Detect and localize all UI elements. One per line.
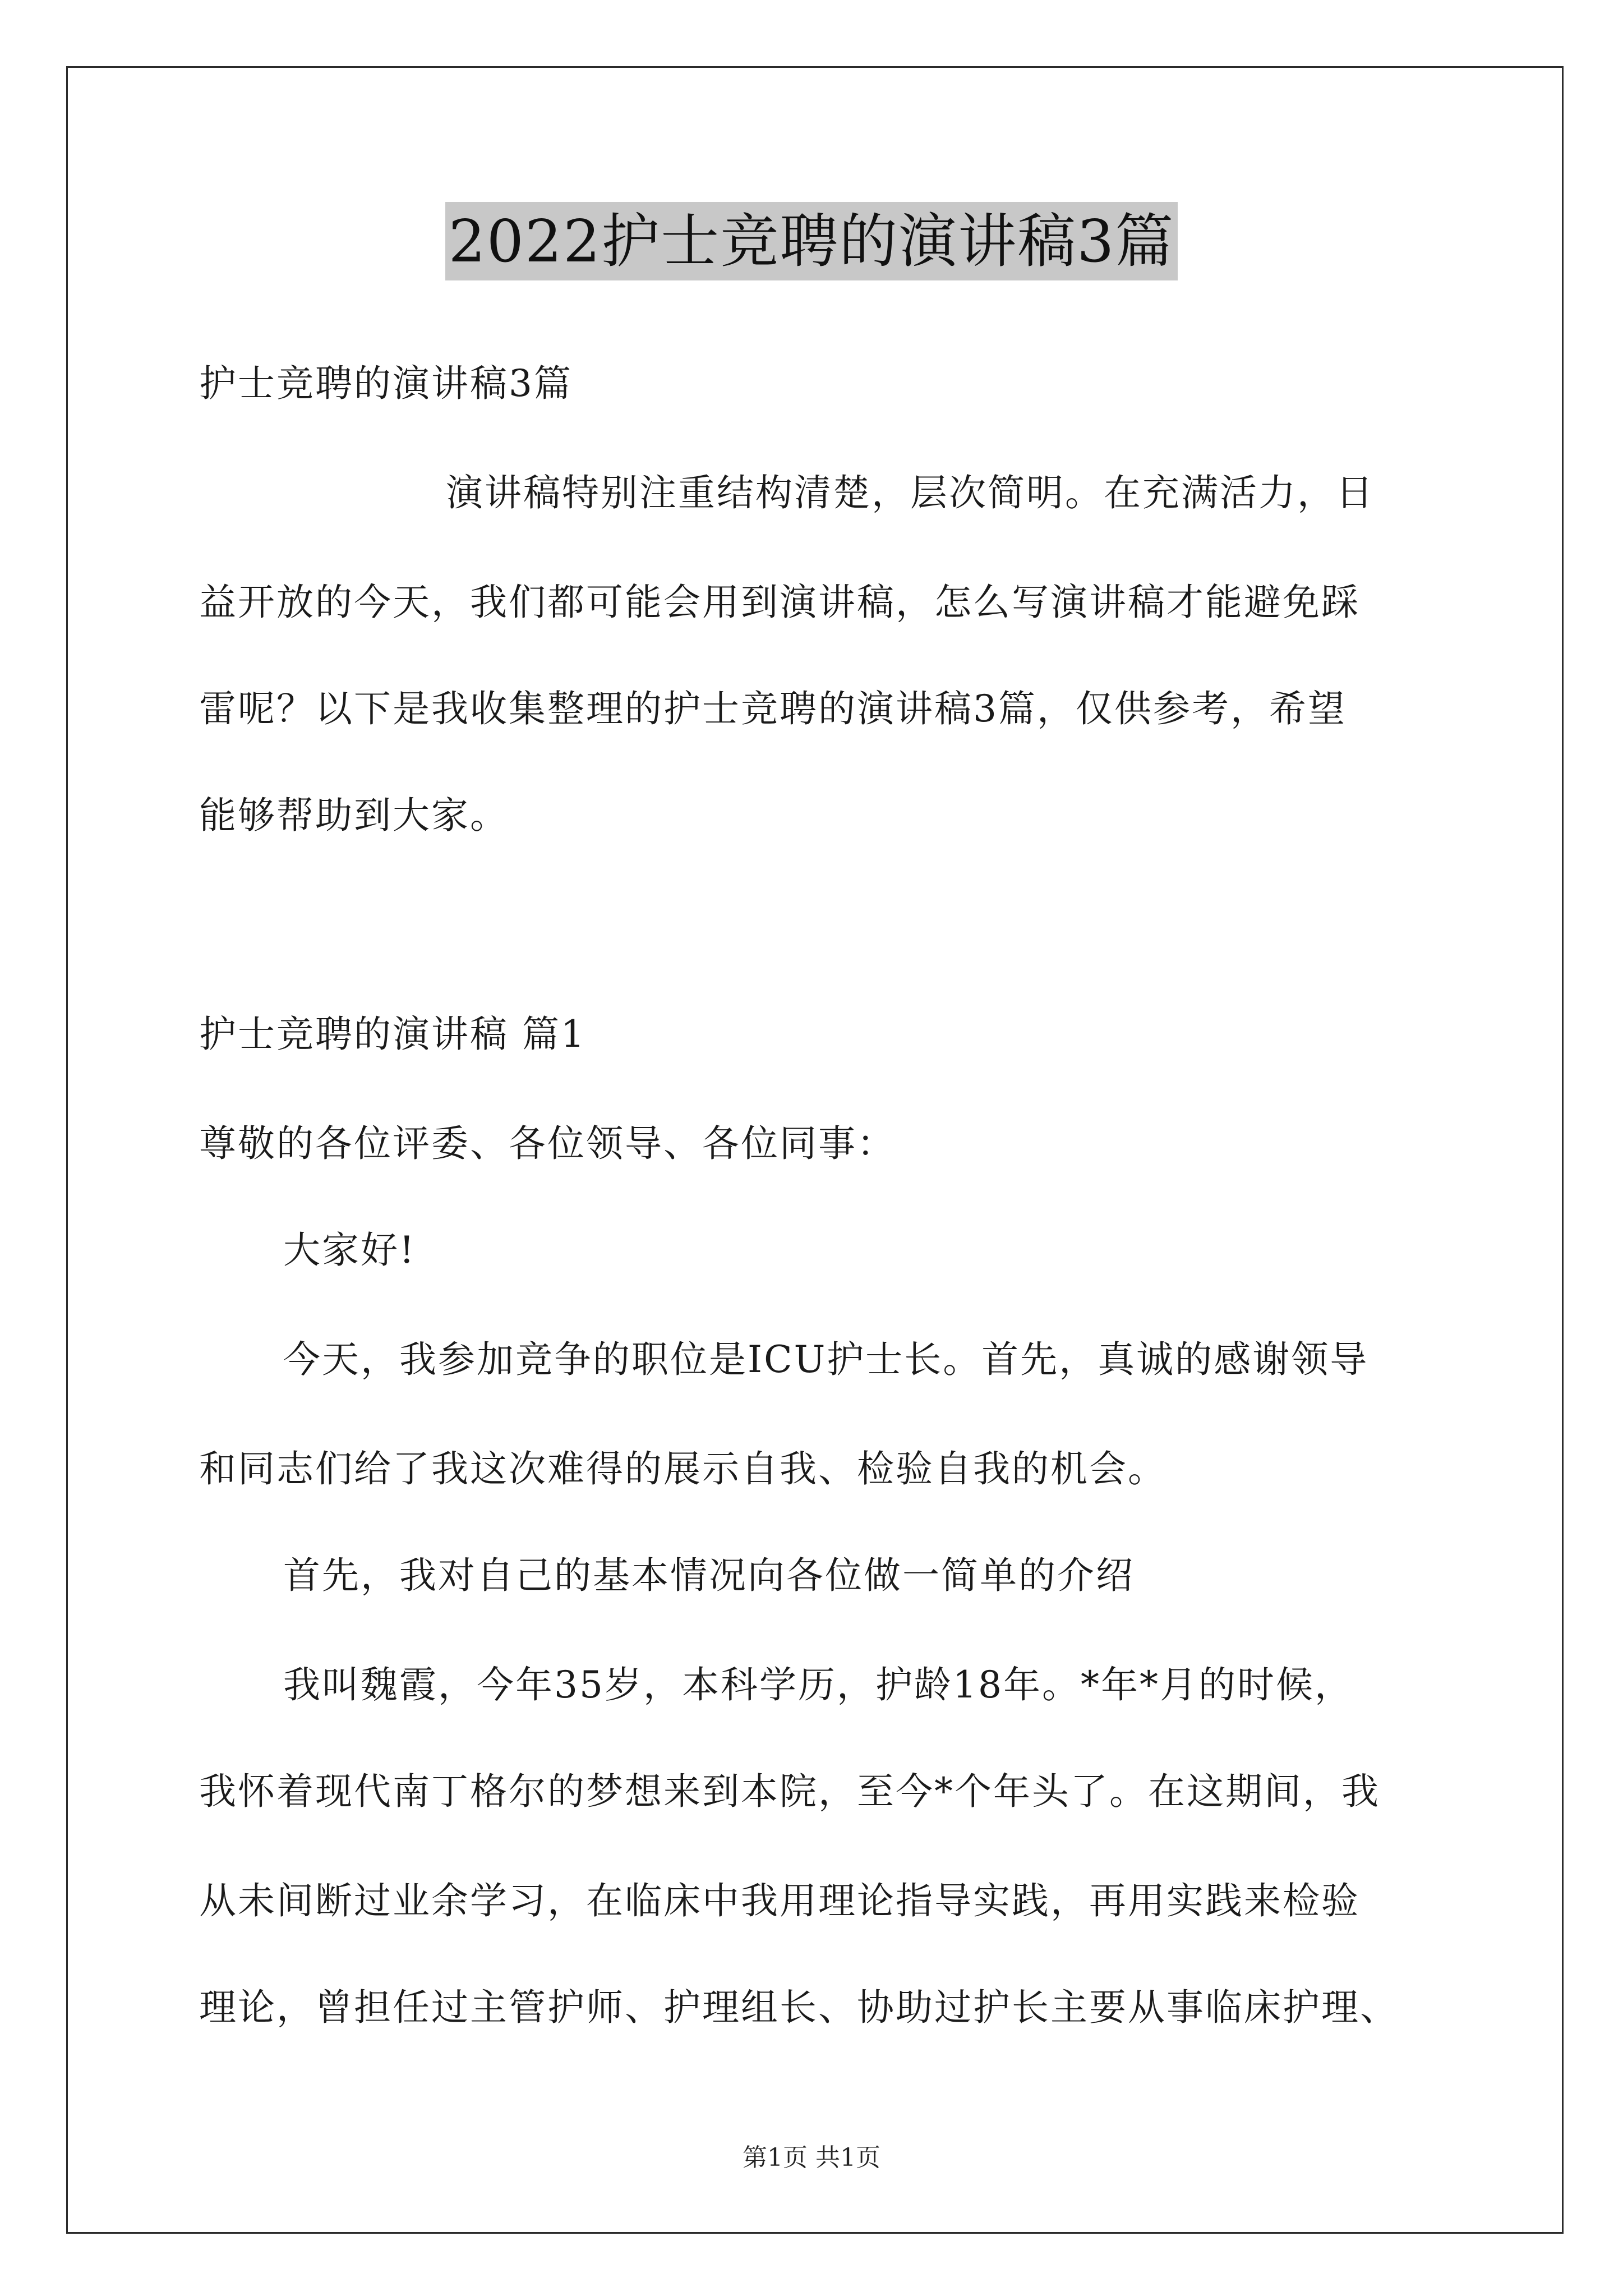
greeting: 大家好!	[283, 1228, 416, 1272]
paragraph-line: 和同志们给了我这次难得的展示自我、检验自我的机会。	[199, 1447, 1166, 1490]
paragraph-line: 我叫魏霞，今年35岁，本科学历，护龄18年。*年*月的时候，	[283, 1663, 1353, 1706]
intro-line-3: 雷呢？以下是我收集整理的护士竞聘的演讲稿3篇，仅供参考，希望	[199, 687, 1347, 730]
section-heading: 护士竞聘的演讲稿 篇1	[199, 1013, 586, 1056]
page-footer: 第1页 共1页	[743, 2143, 880, 2172]
salutation: 尊敬的各位评委、各位领导、各位同事：	[199, 1122, 896, 1165]
intro-line-4: 能够帮助到大家。	[199, 794, 509, 837]
intro-line-1: 演讲稿特别注重结构清楚，层次简明。在充满活力，日	[446, 471, 1375, 514]
paragraph-line: 从未间断过业余学习，在临床中我用理论指导实践，再用实践来检验	[199, 1879, 1360, 1922]
paragraph-line: 我怀着现代南丁格尔的梦想来到本院，至今*个年头了。在这期间，我	[199, 1770, 1380, 1813]
paragraph-line: 今天，我参加竞争的职位是ICU护士长。首先，真诚的感谢领导	[283, 1338, 1369, 1381]
subtitle-line: 护士竞聘的演讲稿3篇	[199, 362, 573, 405]
title-container	[0, 202, 1623, 280]
document-title: 2022护士竞聘的演讲稿3篇	[445, 202, 1178, 280]
paragraph-line: 理论，曾担任过主管护师、护理组长、协助过护长主要从事临床护理、	[199, 1986, 1399, 2029]
intro-line-2: 益开放的今天，我们都可能会用到演讲稿，怎么写演讲稿才能避免踩	[199, 581, 1360, 624]
paragraph-line: 首先，我对自己的基本情况向各位做一简单的介绍	[283, 1554, 1135, 1597]
